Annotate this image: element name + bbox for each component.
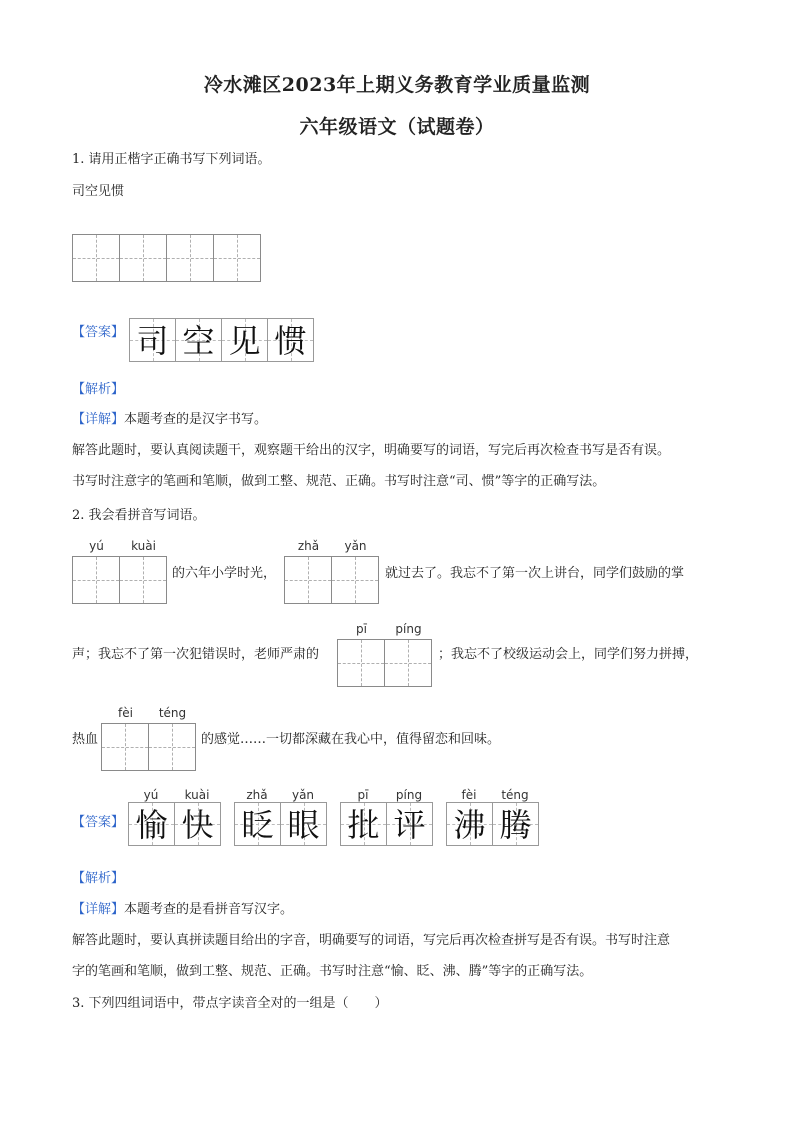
q2-text-3: 声；我忘不了第一次犯错误时，老师严肃的	[72, 647, 320, 662]
grid-cell[interactable]	[119, 556, 167, 604]
answer-char: 空	[175, 318, 222, 362]
q1-analysis-label: 【解析】	[72, 382, 125, 397]
answer-char: 批	[340, 802, 387, 846]
answer-char: 愉	[128, 802, 175, 846]
q1-explain-1: 解答此题时，要认真阅读题干，观察题干给出的汉字，明确要写的词语，写完后再次检查书写是否有误。	[72, 443, 671, 458]
q2-text-1: 的六年小学时光，	[172, 566, 277, 581]
answer-pinyin: pī	[357, 788, 369, 802]
answer-group	[234, 788, 326, 846]
answer-pinyin: píng	[395, 788, 423, 802]
q1-writing-grid[interactable]	[72, 234, 260, 282]
q1-prompt: 1. 请用正楷字正确书写下列词语。	[72, 152, 271, 167]
blank3-grid[interactable]	[337, 639, 431, 687]
q2-answer-row	[128, 788, 552, 846]
q2-text-6: 的感觉……一切都深藏在我心中，值得留恋和回味。	[201, 732, 501, 747]
blank4-pinyin: fèi téng	[118, 706, 187, 720]
grid-cell[interactable]	[119, 234, 167, 282]
q2-analysis-label: 【解析】	[72, 871, 125, 886]
q2-text-4: ；我忘不了校级运动会上，同学们努力拼搏，	[438, 647, 699, 662]
q2-explain-1: 解答此题时，要认真拼读题目给出的字音，明确要写的词语，写完后再次检查拼写是否有误。书写时注意	[72, 933, 671, 948]
answer-char: 腾	[492, 802, 539, 846]
exam-subtitle: 六年级语文（试题卷）	[299, 116, 495, 138]
grid-cell[interactable]	[166, 234, 214, 282]
blank2-grid[interactable]	[284, 556, 378, 604]
answer-pinyin: yú	[143, 788, 159, 802]
answer-char: 惯	[267, 318, 314, 362]
q2-text-5: 热血	[72, 732, 99, 747]
answer-char: 评	[386, 802, 433, 846]
grid-cell[interactable]	[331, 556, 379, 604]
answer-char: 见	[221, 318, 268, 362]
answer-group	[446, 788, 538, 846]
grid-cell[interactable]	[213, 234, 261, 282]
q2-explain-2: 字的笔画和笔顺，做到工整、规范、正确。书写时注意“愉、眨、沸、腾”等字的正确写法。	[72, 964, 593, 979]
answer-pinyin: fèi	[461, 788, 477, 802]
answer-pinyin: zhǎ	[246, 788, 268, 802]
exam-title: 冷水滩区2023年上期义务教育学业质量监测	[203, 74, 591, 96]
blank2-pinyin: zhǎ yǎn	[297, 539, 367, 553]
q2-prompt: 2. 我会看拼音写词语。	[72, 508, 206, 523]
blank4-grid[interactable]	[101, 723, 195, 771]
answer-pinyin: téng	[501, 788, 529, 802]
q2-detail: 【详解】本题考查的是看拼音写汉字。	[72, 902, 294, 917]
q3-prompt: 3. 下列四组词语中，带点字读音全对的一组是（ ）	[72, 996, 388, 1011]
answer-group	[128, 788, 220, 846]
answer-group	[340, 788, 432, 846]
blank1-grid[interactable]	[72, 556, 166, 604]
q2-answer-label: 【答案】	[72, 815, 125, 830]
blank1-pinyin: yú kuài	[89, 539, 156, 553]
q1-word: 司空见惯	[72, 184, 125, 199]
q1-explain-2: 书写时注意字的笔画和笔顺，做到工整、规范、正确。书写时注意“司、惯”等字的正确写法。	[72, 474, 606, 489]
grid-cell[interactable]	[101, 723, 149, 771]
grid-cell[interactable]	[337, 639, 385, 687]
grid-cell[interactable]	[72, 556, 120, 604]
grid-cell[interactable]	[384, 639, 432, 687]
answer-char: 司	[129, 318, 176, 362]
grid-cell[interactable]	[284, 556, 332, 604]
answer-char: 眨	[234, 802, 281, 846]
q1-detail: 【详解】本题考查的是汉字书写。	[72, 412, 268, 427]
q2-text-2: 就过去了。我忘不了第一次上讲台，同学们鼓励的掌	[385, 566, 685, 581]
answer-char: 沸	[446, 802, 493, 846]
q1-answer-label: 【答案】	[72, 325, 125, 340]
answer-pinyin: kuài	[184, 788, 210, 802]
grid-cell[interactable]	[72, 234, 120, 282]
answer-char: 眼	[280, 802, 327, 846]
answer-pinyin: yǎn	[291, 788, 315, 802]
answer-char: 快	[174, 802, 221, 846]
grid-cell[interactable]	[148, 723, 196, 771]
blank3-pinyin: pī píng	[356, 622, 422, 636]
q1-answer-grid	[129, 318, 313, 362]
